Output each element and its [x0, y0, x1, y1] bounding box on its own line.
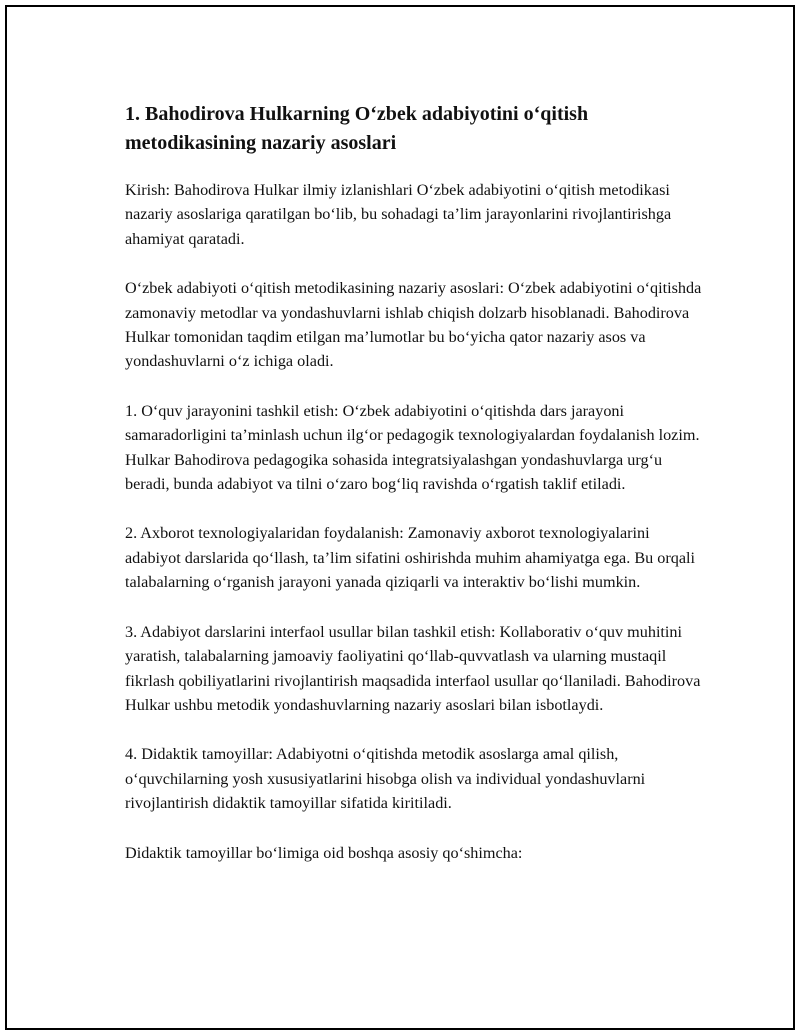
paragraph-theory: O‘zbek adabiyoti o‘qitish metodikasining nazariy asoslari: O‘zbek adabiyotini o‘qitishda zamonaviy metodlar va yondashuvlarni ishlab chiqish dolzarb hisoblanadi. Bahodirova Hulkar tomonidan taqdim etilgan ma’lumotlar bu bo‘yicha qator nazariy asos va yondashuvlarni o‘z ichiga oladi.	[125, 279, 702, 371]
paragraph-point-3: 3. Adabiyot darslarini interfaol usullar bilan tashkil etish: Kollaborativ o‘quv muhitini yaratish, talabalarning jamoaviy faoliyatini qo‘llab-quvvatlash va ularning mustaqil fikrlash qobiliyatlarini rivojlantirish maqsadida interfaol usullar qo‘llaniladi. Bahodirova Hulkar ushbu metodik yondashuvlarning nazariy asoslari bilan isbotlaydi.	[125, 622, 701, 714]
page-frame	[5, 5, 795, 1030]
paragraph-addendum: Didaktik tamoyillar bo‘limiga oid boshqa asosiy qo‘shimcha:	[125, 843, 523, 862]
paragraph-point-2: 2. Axborot texnologiyalaridan foydalanish: Zamonaviy axborot texnologiyalarini adabiyot darslarida qo‘llash, ta’lim sifatini oshirishda muhim ahamiyatga ega. Bu orqali talabalarning o‘rganish jarayoni yanada qiziqarli va interaktiv bo‘lishi mumkin.	[125, 524, 696, 592]
paragraph-point-1: 1. O‘quv jarayonini tashkil etish: O‘zbek adabiyotini o‘qitishda dars jarayoni samaradorligini ta’minlash uchun ilg‘or pedagogik texnologiyalardan foydalanish lozim. Hulkar Bahodirova pedagogika sohasida integratsiyalashgan yondashuvlarga urg‘u beradi, bunda adabiyot va tilni o‘zaro bog‘liq ravishda o‘rgatish taklif etiladi.	[125, 401, 700, 494]
document-heading: 1. Bahodirova Hulkarning O‘zbek adabiyotini o‘qitish metodikasining nazariy asoslari	[125, 103, 589, 154]
paragraph-intro: Kirish: Bahodirova Hulkar ilmiy izlanishlari O‘zbek adabiyotini o‘qitish metodikasi nazariy asoslariga qaratilgan bo‘lib, bu sohadagi ta’lim jarayonlarini rivojlantirishga ahamiyat qaratadi.	[125, 181, 672, 248]
paragraph-point-4: 4. Didaktik tamoyillar: Adabiyotni o‘qitishda metodik asoslarga amal qilish, o‘quvchilarning yosh xususiyatlarini hisobga olish va individual yondashuvlarni rivojlantirish didaktik tamoyillar sifatida kiritiladi.	[125, 745, 646, 813]
document-body	[125, 100, 705, 890]
